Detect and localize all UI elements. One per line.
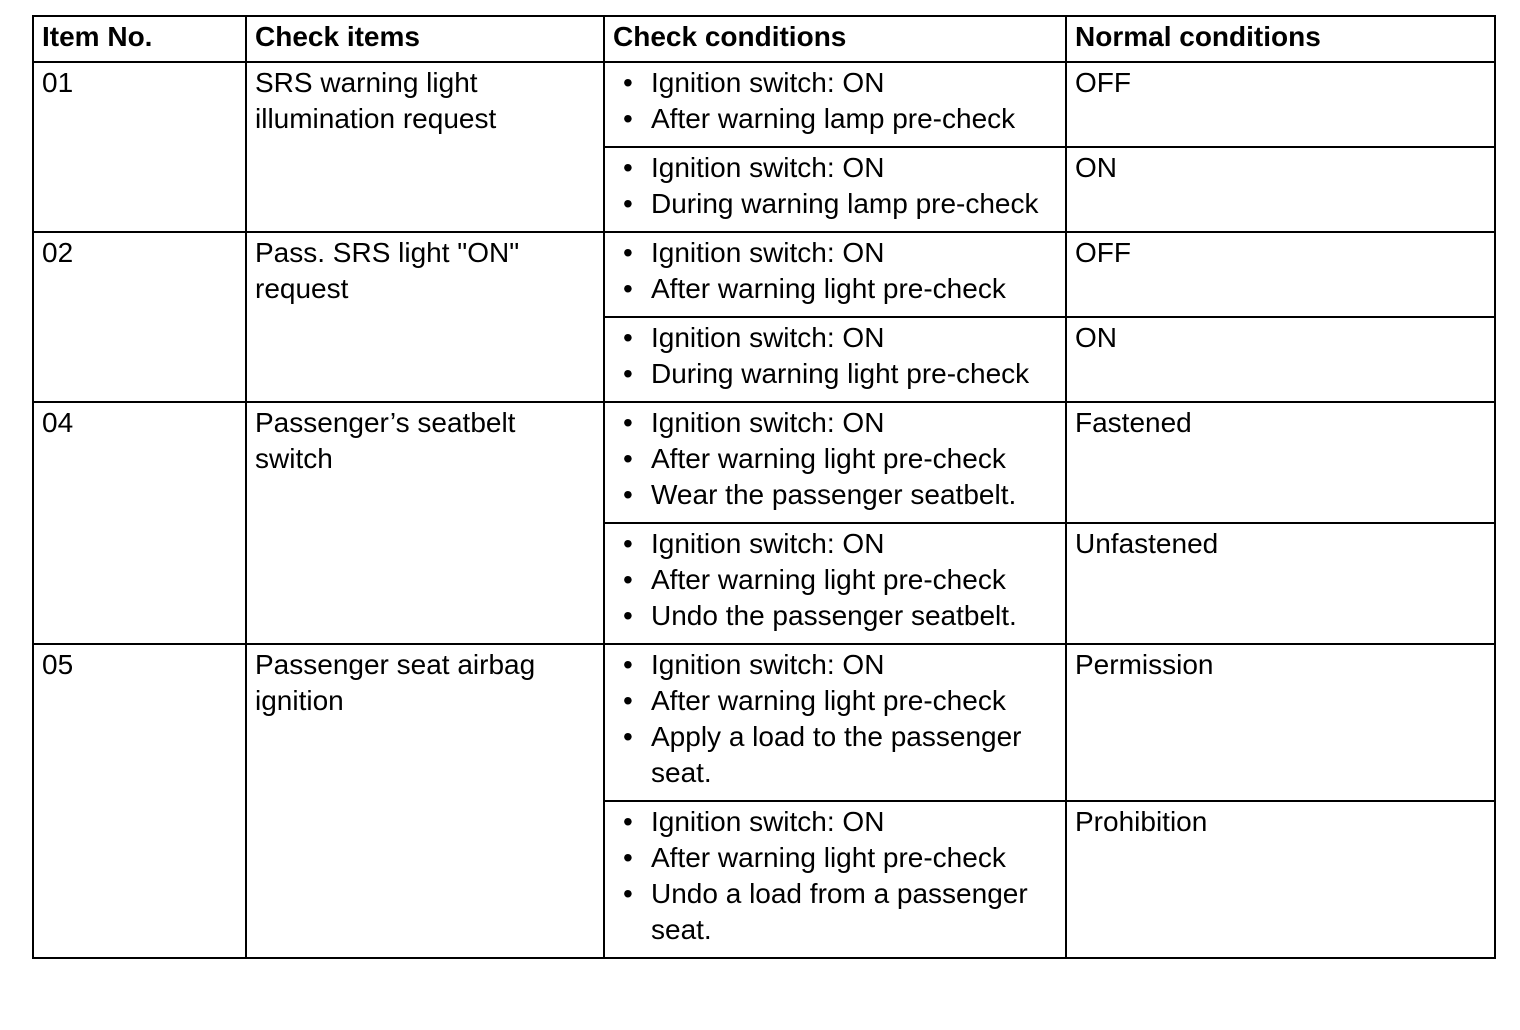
table-header <box>33 16 1495 62</box>
condition-item <box>613 804 1057 840</box>
condition-item <box>613 405 1057 441</box>
bullet-icon: • <box>623 564 633 595</box>
condition-text: Undo a load from a passenger seat. <box>651 878 1028 945</box>
condition-list <box>613 526 1057 634</box>
header-normal-conditions: Normal conditions <box>1066 16 1495 62</box>
condition-item <box>613 719 1057 791</box>
condition-item <box>613 101 1057 137</box>
condition-item <box>613 683 1057 719</box>
condition-item <box>613 840 1057 876</box>
condition-item <box>613 441 1057 477</box>
condition-text: After warning light pre-check <box>651 564 1006 595</box>
check-item-cell: Passenger seat airbag ignition <box>246 644 604 958</box>
check-conditions-cell <box>604 801 1066 958</box>
bullet-icon: • <box>623 237 633 268</box>
condition-item <box>613 526 1057 562</box>
check-item-cell: SRS warning light illumination request <box>246 62 604 232</box>
bullet-icon: • <box>623 479 633 510</box>
bullet-icon: • <box>623 685 633 716</box>
condition-text: During warning lamp pre-check <box>651 188 1039 219</box>
header-row <box>33 16 1495 62</box>
check-conditions-cell <box>604 523 1066 644</box>
condition-list <box>613 405 1057 513</box>
check-item-cell: Pass. SRS light "ON" request <box>246 232 604 402</box>
condition-text: Undo the passenger seatbelt. <box>651 600 1017 631</box>
condition-item <box>613 320 1057 356</box>
condition-item <box>613 186 1057 222</box>
check-item-cell: Passenger’s seatbelt switch <box>246 402 604 644</box>
normal-condition-cell: OFF <box>1066 232 1495 317</box>
item-number-cell: 04 <box>33 402 246 644</box>
condition-text: During warning light pre-check <box>651 358 1030 389</box>
bullet-icon: • <box>623 358 633 389</box>
check-conditions-cell <box>604 402 1066 523</box>
item-number-cell: 02 <box>33 232 246 402</box>
condition-text: Ignition switch: ON <box>651 237 885 268</box>
condition-item <box>613 598 1057 634</box>
condition-list <box>613 150 1057 222</box>
bullet-icon: • <box>623 443 633 474</box>
item-number-cell: 01 <box>33 62 246 232</box>
bullet-icon: • <box>623 842 633 873</box>
normal-condition-cell: Prohibition <box>1066 801 1495 958</box>
condition-list <box>613 235 1057 307</box>
condition-text: Wear the passenger seatbelt. <box>651 479 1017 510</box>
condition-text: Ignition switch: ON <box>651 152 885 183</box>
condition-item <box>613 562 1057 598</box>
check-conditions-cell <box>604 62 1066 147</box>
condition-list <box>613 65 1057 137</box>
table-row <box>33 232 1495 317</box>
condition-item <box>613 477 1057 513</box>
bullet-icon: • <box>623 322 633 353</box>
table-row <box>33 62 1495 147</box>
condition-text: Ignition switch: ON <box>651 528 885 559</box>
condition-item <box>613 150 1057 186</box>
bullet-icon: • <box>623 806 633 837</box>
condition-list <box>613 320 1057 392</box>
condition-text: Ignition switch: ON <box>651 67 885 98</box>
condition-text: Apply a load to the passenger seat. <box>651 721 1022 788</box>
condition-text: After warning light pre-check <box>651 842 1006 873</box>
condition-item <box>613 65 1057 101</box>
normal-condition-cell: Fastened <box>1066 402 1495 523</box>
bullet-icon: • <box>623 407 633 438</box>
bullet-icon: • <box>623 528 633 559</box>
condition-text: After warning light pre-check <box>651 685 1006 716</box>
table-row <box>33 402 1495 523</box>
condition-item <box>613 647 1057 683</box>
normal-condition-cell: ON <box>1066 147 1495 232</box>
bullet-icon: • <box>623 103 633 134</box>
condition-text: After warning light pre-check <box>651 273 1006 304</box>
condition-text: Ignition switch: ON <box>651 322 885 353</box>
normal-condition-cell: OFF <box>1066 62 1495 147</box>
check-conditions-cell <box>604 644 1066 801</box>
bullet-icon: • <box>623 600 633 631</box>
bullet-icon: • <box>623 649 633 680</box>
condition-item <box>613 876 1057 948</box>
check-conditions-cell <box>604 232 1066 317</box>
header-check-conditions: Check conditions <box>604 16 1066 62</box>
check-conditions-cell <box>604 147 1066 232</box>
condition-list <box>613 647 1057 791</box>
bullet-icon: • <box>623 878 633 909</box>
check-table <box>32 15 1496 959</box>
condition-text: Ignition switch: ON <box>651 649 885 680</box>
condition-text: Ignition switch: ON <box>651 806 885 837</box>
condition-text: After warning light pre-check <box>651 443 1006 474</box>
bullet-icon: • <box>623 67 633 98</box>
bullet-icon: • <box>623 188 633 219</box>
condition-item <box>613 271 1057 307</box>
bullet-icon: • <box>623 152 633 183</box>
normal-condition-cell: Permission <box>1066 644 1495 801</box>
condition-item <box>613 356 1057 392</box>
header-item-no: Item No. <box>33 16 246 62</box>
condition-text: After warning lamp pre-check <box>651 103 1016 134</box>
condition-text: Ignition switch: ON <box>651 407 885 438</box>
table-row <box>33 644 1495 801</box>
normal-condition-cell: ON <box>1066 317 1495 402</box>
normal-condition-cell: Unfastened <box>1066 523 1495 644</box>
bullet-icon: • <box>623 273 633 304</box>
check-conditions-cell <box>604 317 1066 402</box>
item-number-cell: 05 <box>33 644 246 958</box>
condition-item <box>613 235 1057 271</box>
condition-list <box>613 804 1057 948</box>
bullet-icon: • <box>623 721 633 752</box>
header-check-items: Check items <box>246 16 604 62</box>
table-body <box>33 62 1495 958</box>
